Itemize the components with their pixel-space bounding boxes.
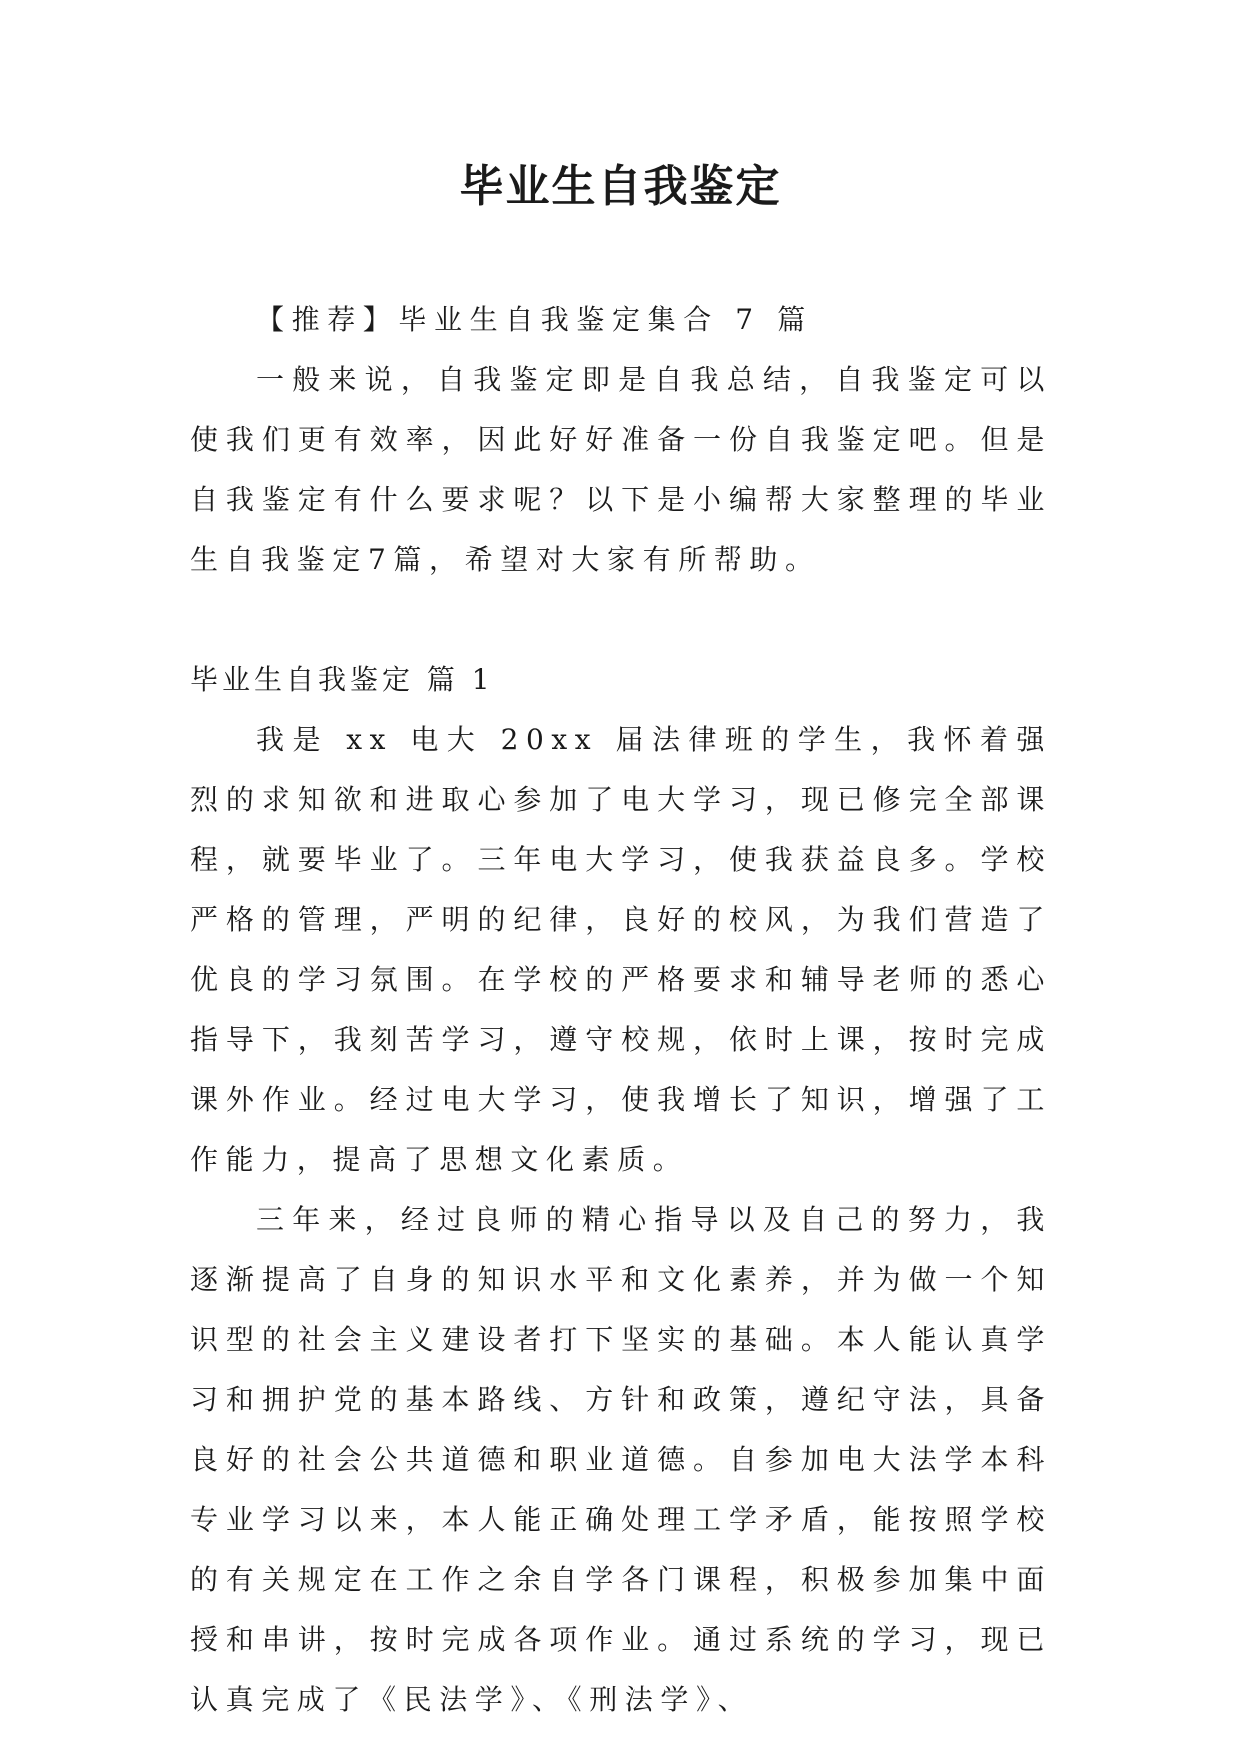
document-title: 毕业生自我鉴定 [459, 161, 782, 212]
document-body [190, 290, 1052, 1730]
section-paragraph-1: 我是 xx 电大 20xx 届法律班的学生，我怀着强烈的求知欲和进取心参加了电大学习，现已修完全部课程，就要毕业了。三年电大学习，使我获益良多。学校严格的管理，严明的纪律，良好的校风，为我们营造了优良的学习氛围。在学校的严格要求和辅导老师的悉心指导下，我刻苦学习，遵守校规，依时上课，按时完成课外作业。经过电大学习，使我增长了知识，增强了工作能力，提高了思想文化素质。 [190, 723, 1052, 1176]
section-paragraph-2: 三年来，经过良师的精心指导以及自己的努力，我逐渐提高了自身的知识水平和文化素养，并为做一个知识型的社会主义建设者打下坚实的基础。本人能认真学习和拥护党的基本路线、方针和政策，遵纪守法，具备良好的社会公共道德和职业道德。自参加电大法学本科专业学习以来，本人能正确处理工学矛盾，能按照学校的有关规定在工作之余自学各门课程，积极参加集中面授和串讲，按时完成各项作业。通过系统的学习，现已认真完成了《民法学》、《刑法学》、 [190, 1203, 1052, 1716]
intro-recommend-line: 【推荐】毕业生自我鉴定集合 7 篇 [256, 303, 813, 336]
intro-paragraph: 一般来说，自我鉴定即是自我总结，自我鉴定可以使我们更有效率，因此好好准备一份自我鉴定吧。但是自我鉴定有什么要求呢？以下是小编帮大家整理的毕业生自我鉴定7篇，希望对大家有所帮助。 [190, 363, 1052, 576]
paragraph-spacer [190, 590, 1052, 650]
section-heading: 毕业生自我鉴定 篇 1 [190, 663, 494, 696]
